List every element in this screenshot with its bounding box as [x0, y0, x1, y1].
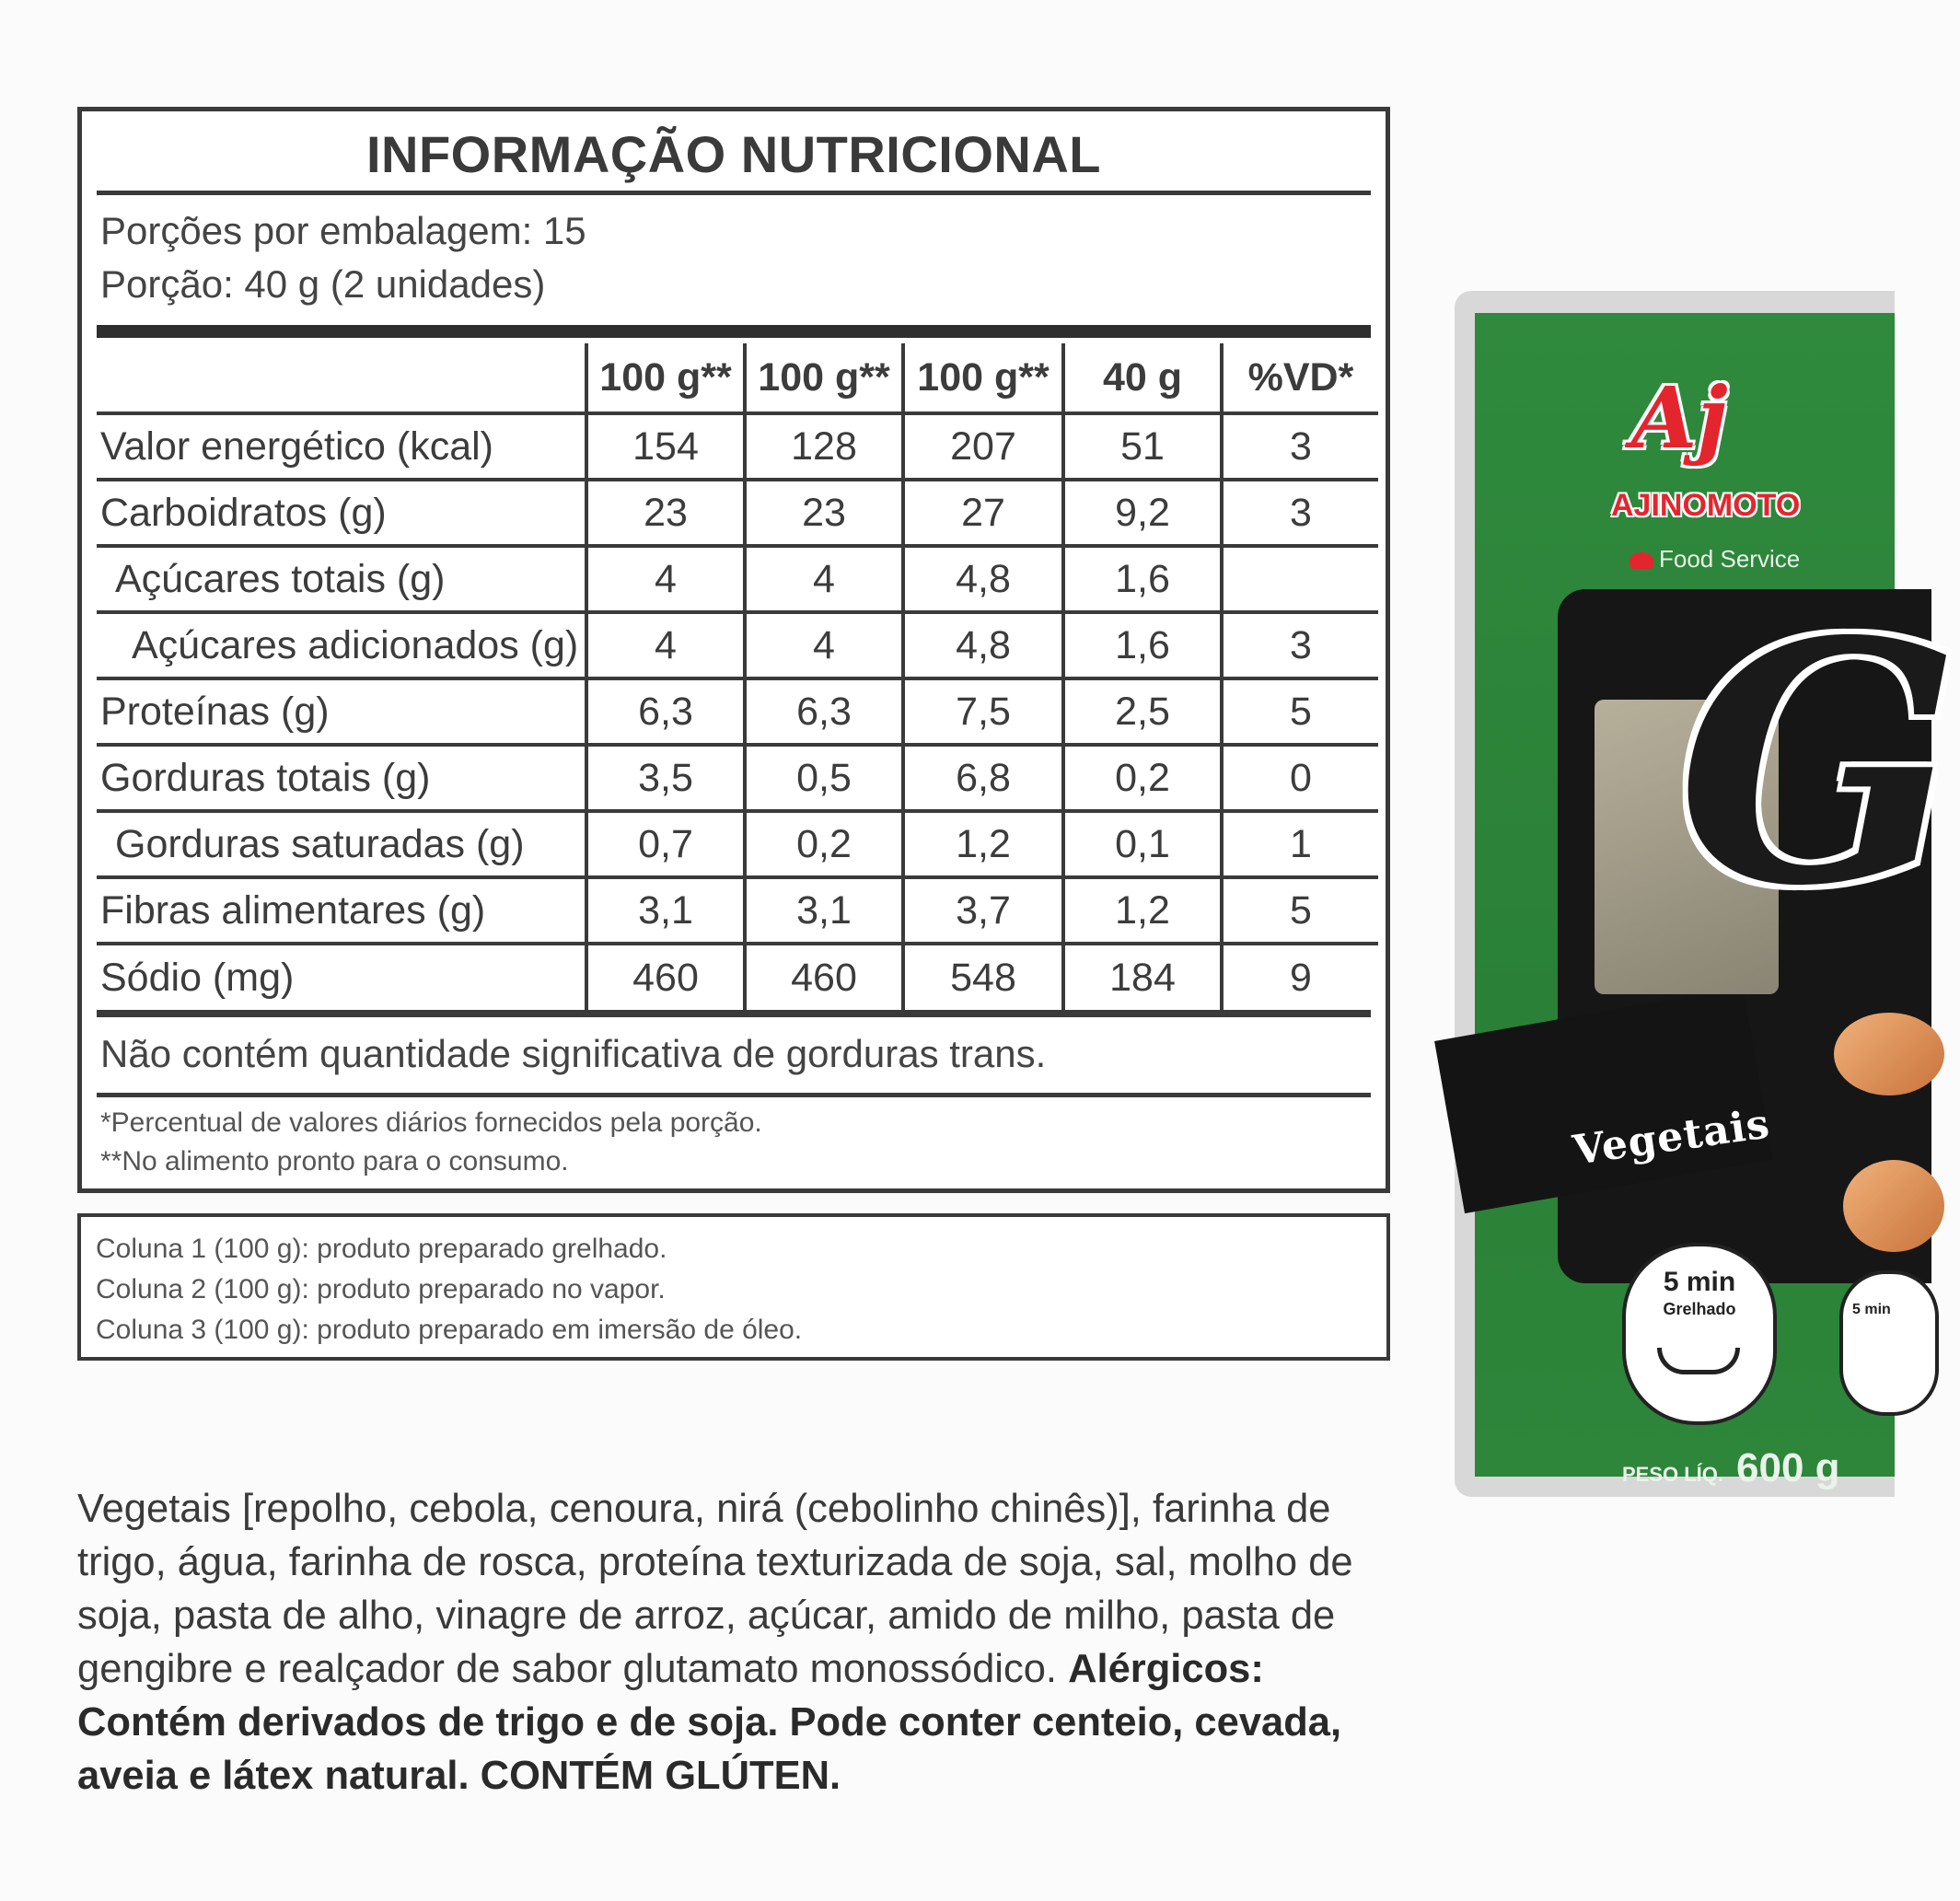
variant-label: Vegetais — [1570, 1100, 1773, 1175]
package-front — [1475, 313, 1960, 1490]
dumpling-illustration — [1834, 1013, 1944, 1095]
cell: 548 — [903, 944, 1063, 1010]
badge2-time: 5 min — [1852, 1302, 1891, 1317]
cell: 3,1 — [745, 877, 903, 944]
cell: 3,7 — [903, 877, 1063, 944]
header-cell: 40 g — [1063, 343, 1222, 413]
cell: 184 — [1063, 944, 1222, 1010]
nutrition-title: INFORMAÇÃO NUTRICIONAL — [365, 125, 1102, 183]
cell: 0,7 — [586, 811, 745, 877]
header-cell — [97, 343, 586, 413]
row-label: Sódio (mg) — [100, 955, 295, 1000]
table-row — [97, 678, 1378, 745]
net-weight-value: 600 g — [1736, 1445, 1840, 1490]
cell: 7,5 — [903, 678, 1063, 745]
product-initial: G — [1677, 569, 1960, 958]
cell: 3 — [1222, 612, 1378, 678]
product-package-image — [1455, 291, 1960, 1497]
ingredients-list: Vegetais [repolho, cebola, cenoura, nirá (cebolinho chinês)], farinha de trigo, água, farinha de rosca, proteína texturizada de soja, sal, molho de soja, pasta de alho, vinagre de arroz, açúcar, amido de milho, pasta de gengibre e realçador de sabor glutamato monossódico. — [77, 1487, 1353, 1691]
header-cell: 100 g** — [903, 343, 1063, 413]
serving-size: Porção: 40 g (2 unidades) — [100, 262, 546, 306]
allergens-warning: Alérgicos: Contém derivados de trigo e de soja. Pode conter centeio, cevada, aveia e látex natural. CONTÉM GLÚTEN. — [77, 1647, 1342, 1798]
cell: 9,2 — [1063, 480, 1222, 546]
cell: 9 — [1222, 944, 1378, 1010]
divider — [97, 191, 1371, 195]
cell: 4,8 — [903, 612, 1063, 678]
brand-name: AJINOMOTO — [1611, 488, 1801, 523]
cell: 1,6 — [1063, 546, 1222, 612]
nutrition-table — [97, 343, 1378, 1010]
frying-pan-icon — [1657, 1348, 1740, 1374]
cell: 3 — [1222, 480, 1378, 546]
cell: 128 — [745, 413, 903, 480]
cell: 460 — [586, 944, 745, 1010]
cell: 0,2 — [745, 811, 903, 877]
legend-line: Coluna 1 (100 g): produto preparado grelhado. — [96, 1234, 667, 1264]
table-row — [97, 877, 1378, 944]
cell: 4 — [586, 612, 745, 678]
row-label: Gorduras saturadas (g) — [97, 811, 586, 877]
net-weight-label: PESO LÍQ. — [1622, 1463, 1724, 1486]
cell: 0 — [1222, 745, 1378, 811]
table-row — [97, 480, 1378, 546]
cell: 6,8 — [903, 745, 1063, 811]
nutrition-panel — [77, 107, 1390, 1193]
cell: 1,2 — [1063, 877, 1222, 944]
ingredients-text — [77, 1482, 1421, 1802]
food-service-text: Food Service — [1659, 545, 1801, 573]
cell: 51 — [1063, 413, 1222, 480]
row-label: Proteínas (g) — [97, 678, 586, 745]
cell: 154 — [586, 413, 745, 480]
divider — [97, 1093, 1371, 1097]
table-row — [97, 413, 1378, 480]
legend-line: Coluna 3 (100 g): produto preparado em imersão de óleo. — [96, 1315, 803, 1345]
cell: 2,5 — [1063, 678, 1222, 745]
row-label: Valor energético (kcal) — [97, 413, 586, 480]
footnote-ready-to-eat: **No alimento pronto para o consumo. — [100, 1146, 569, 1177]
ajinomoto-logo-mark: Aj — [1631, 368, 1728, 468]
row-label: Fibras alimentares (g) — [97, 877, 586, 944]
food-service-icon — [1629, 552, 1653, 569]
cell: 1,2 — [903, 811, 1063, 877]
divider-thick — [97, 325, 1371, 338]
table-row — [97, 612, 1378, 678]
cell: 4 — [745, 612, 903, 678]
legend-line: Coluna 2 (100 g): produto preparado no vapor. — [96, 1274, 666, 1304]
cell: 23 — [745, 480, 903, 546]
divider — [97, 1010, 1371, 1017]
servings-per-package: Porções por embalagem: 15 — [100, 209, 586, 252]
header-cell: 100 g** — [745, 343, 903, 413]
cell: 4 — [745, 546, 903, 612]
cell: 1 — [1222, 811, 1378, 877]
cell: 0,1 — [1063, 811, 1222, 877]
row-label: Açúcares totais (g) — [97, 546, 586, 612]
cell: 4 — [586, 546, 745, 612]
columns-legend — [77, 1213, 1390, 1361]
row-label: Carboidratos (g) — [97, 480, 586, 546]
trans-fat-note: Não contém quantidade significativa de gorduras trans. — [100, 1032, 1047, 1075]
cell: 5 — [1222, 678, 1378, 745]
table-row — [97, 944, 1378, 1010]
cell: 0,2 — [1063, 745, 1222, 811]
dumpling-illustration — [1843, 1160, 1944, 1252]
cell: 27 — [903, 480, 1063, 546]
cell: 1,6 — [1063, 612, 1222, 678]
header-cell: 100 g** — [586, 343, 745, 413]
badge-time: 5 min — [1663, 1267, 1736, 1297]
cell: 6,3 — [586, 678, 745, 745]
net-weight — [1622, 1445, 1840, 1491]
cell: 23 — [586, 480, 745, 546]
cell: 3,5 — [586, 745, 745, 811]
cell: 0,5 — [745, 745, 903, 811]
table-header-row — [97, 343, 1378, 413]
cell: 3 — [1222, 413, 1378, 480]
cell: 207 — [903, 413, 1063, 480]
footnote-daily-value: *Percentual de valores diários fornecidos pela porção. — [100, 1107, 762, 1138]
header-cell: %VD* — [1222, 343, 1378, 413]
grill-badge — [1622, 1243, 1777, 1425]
badge-method: Grelhado — [1663, 1300, 1736, 1318]
cell: 6,3 — [745, 678, 903, 745]
cell: 5 — [1222, 877, 1378, 944]
table-row — [97, 546, 1378, 612]
cell — [1222, 546, 1378, 612]
row-label: Açúcares adicionados (g) — [97, 612, 586, 678]
cell: 4,8 — [903, 546, 1063, 612]
table-row — [97, 745, 1378, 811]
cell: 460 — [745, 944, 903, 1010]
steam-badge — [1839, 1270, 1939, 1416]
cell: 3,1 — [586, 877, 745, 944]
table-row — [97, 811, 1378, 877]
row-label: Gorduras totais (g) — [97, 745, 586, 811]
